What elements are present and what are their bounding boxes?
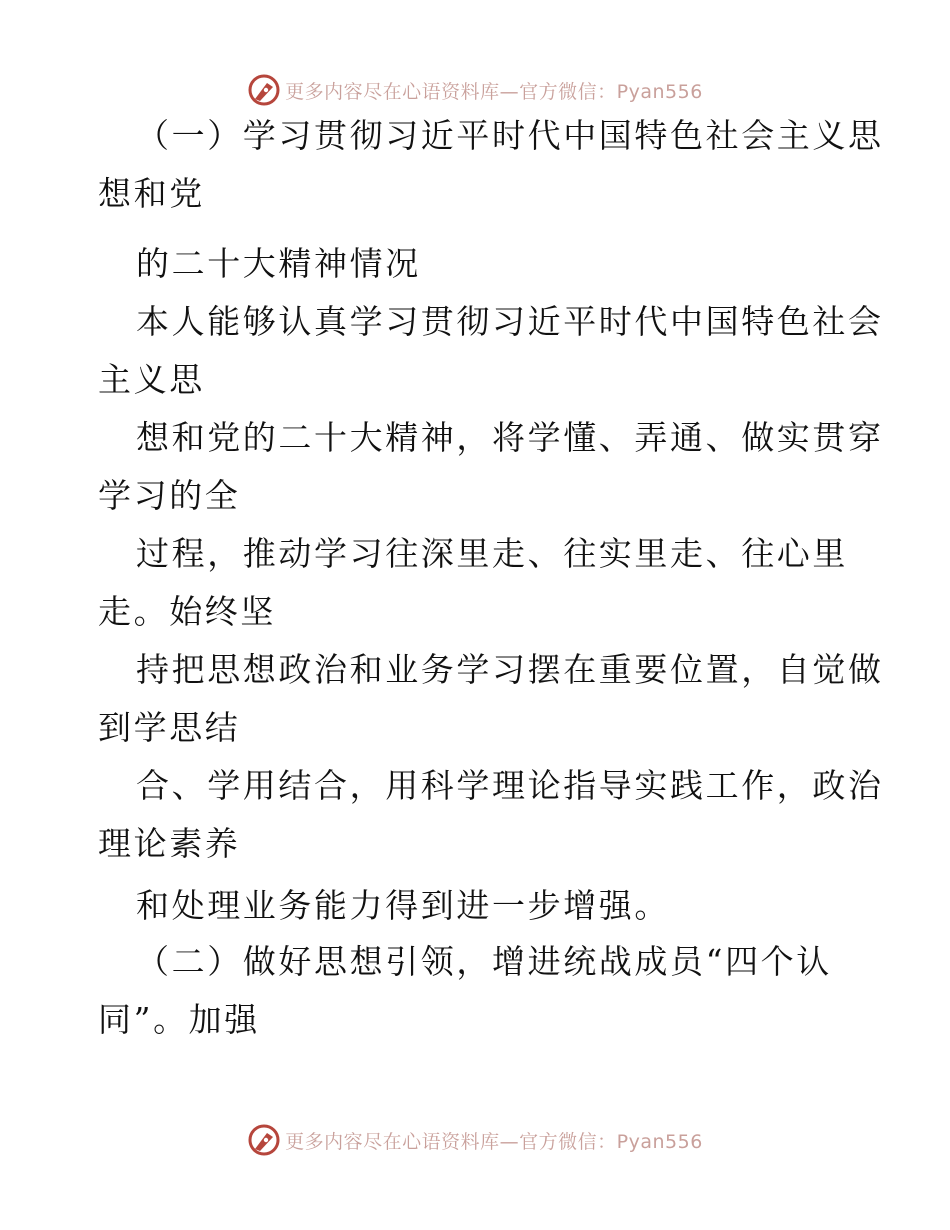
text-line: （一）学习贯彻习近平时代中国特色社会主义思	[136, 116, 884, 155]
text-line: （二）做好思想引领，增进统战成员“四个认	[136, 942, 832, 981]
text-line: 本人能够认真学习贯彻习近平时代中国特色社会	[136, 302, 884, 341]
text-line: 过程，推动学习往深里走、往实里走、往心里	[136, 534, 848, 573]
pen-nib-logo-icon	[247, 1123, 281, 1157]
text-line: 到学思结	[98, 708, 241, 747]
text-line: 和处理业务能力得到进一步增强。	[136, 886, 670, 925]
text-line: 同”。加强	[98, 1000, 260, 1039]
text-line: 合、学用结合，用科学理论指导实践工作，政治	[136, 766, 884, 805]
text-line: 走。始终坚	[98, 592, 276, 631]
text-line: 想和党	[98, 174, 205, 213]
header-banner	[0, 70, 950, 110]
pen-nib-logo-icon	[247, 73, 281, 107]
text-line: 想和党的二十大精神，将学懂、弄通、做实贯穿	[136, 418, 884, 457]
text-line: 学习的全	[98, 476, 241, 515]
text-line: 持把思想政治和业务学习摆在重要位置，自觉做	[136, 650, 884, 689]
text-line: 理论素养	[98, 824, 241, 863]
text-line: 主义思	[98, 360, 205, 399]
text-line: 的二十大精神情况	[136, 244, 421, 283]
footer-banner-text: 更多内容尽在心语资料库—官方微信：Pyan556	[285, 1130, 703, 1153]
footer-banner	[0, 1120, 950, 1160]
header-banner-text: 更多内容尽在心语资料库—官方微信：Pyan556	[285, 80, 703, 103]
